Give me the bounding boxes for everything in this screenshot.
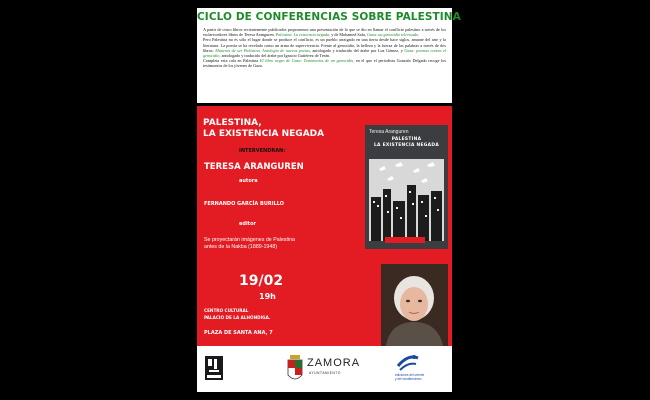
author-name: TERESA ARANGUREN bbox=[204, 162, 304, 172]
intro-text: A partir de cinco libros recientemente publicados proponemos una presentación de lo que se dio en llamar el conflicto palestino a través de los esclarecedores libros de Teresa Aranguren, Palestina. La existencia negada, y de Mohamed Safa, Gaza: un genocidio televisado. Pero Palestina no es sólo el lugar donde se produce el conflicto, es un pueblo arraigado en una tierra desde hace siglos, amante del arte y la literatura. La poesía se ha revelado como un arma de supervivencia. Frente al genocidio, la belleza y la fuerza de las palabras a través de dos libros: Maneras de ser Palestina. Antología de nuevos poetas, antologado y traducido del árabe por Luz Gómez, y Gaza: poemas contra el genocidio, antologado y traducido del árabe por Ignacio Gutiérrez de Terán. Completa esta cala en Palestina El libro negro de Gaza: Testimonios de un genocidio, en el que el periodista Gonzalo Delgado recoge los testimonios de los jóvenes de Gaza. bbox=[203, 27, 447, 69]
event-venue: CENTRO CULTURAL PALACIO DE LA ALHÓNDIGA. bbox=[204, 308, 271, 320]
zamora-coat-of-arms-icon bbox=[287, 355, 303, 383]
event-time: 19h bbox=[259, 292, 276, 301]
author-photo bbox=[381, 264, 448, 346]
projection-note: Se proyectarán imágenes de Palestina antes de la Nakba (1889-1948) bbox=[204, 237, 295, 250]
publisher-logo bbox=[394, 352, 450, 386]
header-panel bbox=[197, 8, 461, 103]
book-title: PALESTINA LA EXISTENCIA NEGADA bbox=[373, 137, 440, 149]
author-role: autora bbox=[239, 178, 258, 184]
poster-title: CICLO DE CONFERENCIAS SOBRE PALESTINA bbox=[197, 11, 461, 23]
zamora-wordmark: ZAMORA bbox=[307, 357, 361, 369]
event-headline: PALESTINA, LA EXISTENCIA NEGADA bbox=[203, 118, 325, 139]
speakers-label: INTERVENDRAN: bbox=[239, 148, 286, 154]
event-panel bbox=[197, 106, 452, 346]
author-portrait-image bbox=[381, 264, 448, 346]
publisher-emblem-icon bbox=[396, 352, 420, 372]
ayuntamiento-label: AYUNTAMIENTO bbox=[309, 371, 341, 375]
zamora-council-logo bbox=[287, 352, 367, 386]
organizer-logo bbox=[203, 354, 225, 382]
castle-emblem-icon bbox=[203, 354, 225, 382]
editor-role: editor bbox=[239, 221, 256, 227]
event-address: PLAZA DE SANTA ANA, 7 bbox=[204, 330, 273, 336]
sponsors-panel bbox=[197, 346, 452, 392]
event-date: 19/02 bbox=[239, 273, 284, 289]
poster bbox=[187, 0, 462, 400]
book-author: Teresa Aranguren bbox=[369, 129, 409, 135]
book-cover bbox=[365, 125, 448, 249]
publisher-name: ediciones del oriente y del mediterráneo bbox=[395, 373, 425, 381]
editor-name: FERNANDO GARCÍA BURILLO bbox=[204, 201, 285, 207]
